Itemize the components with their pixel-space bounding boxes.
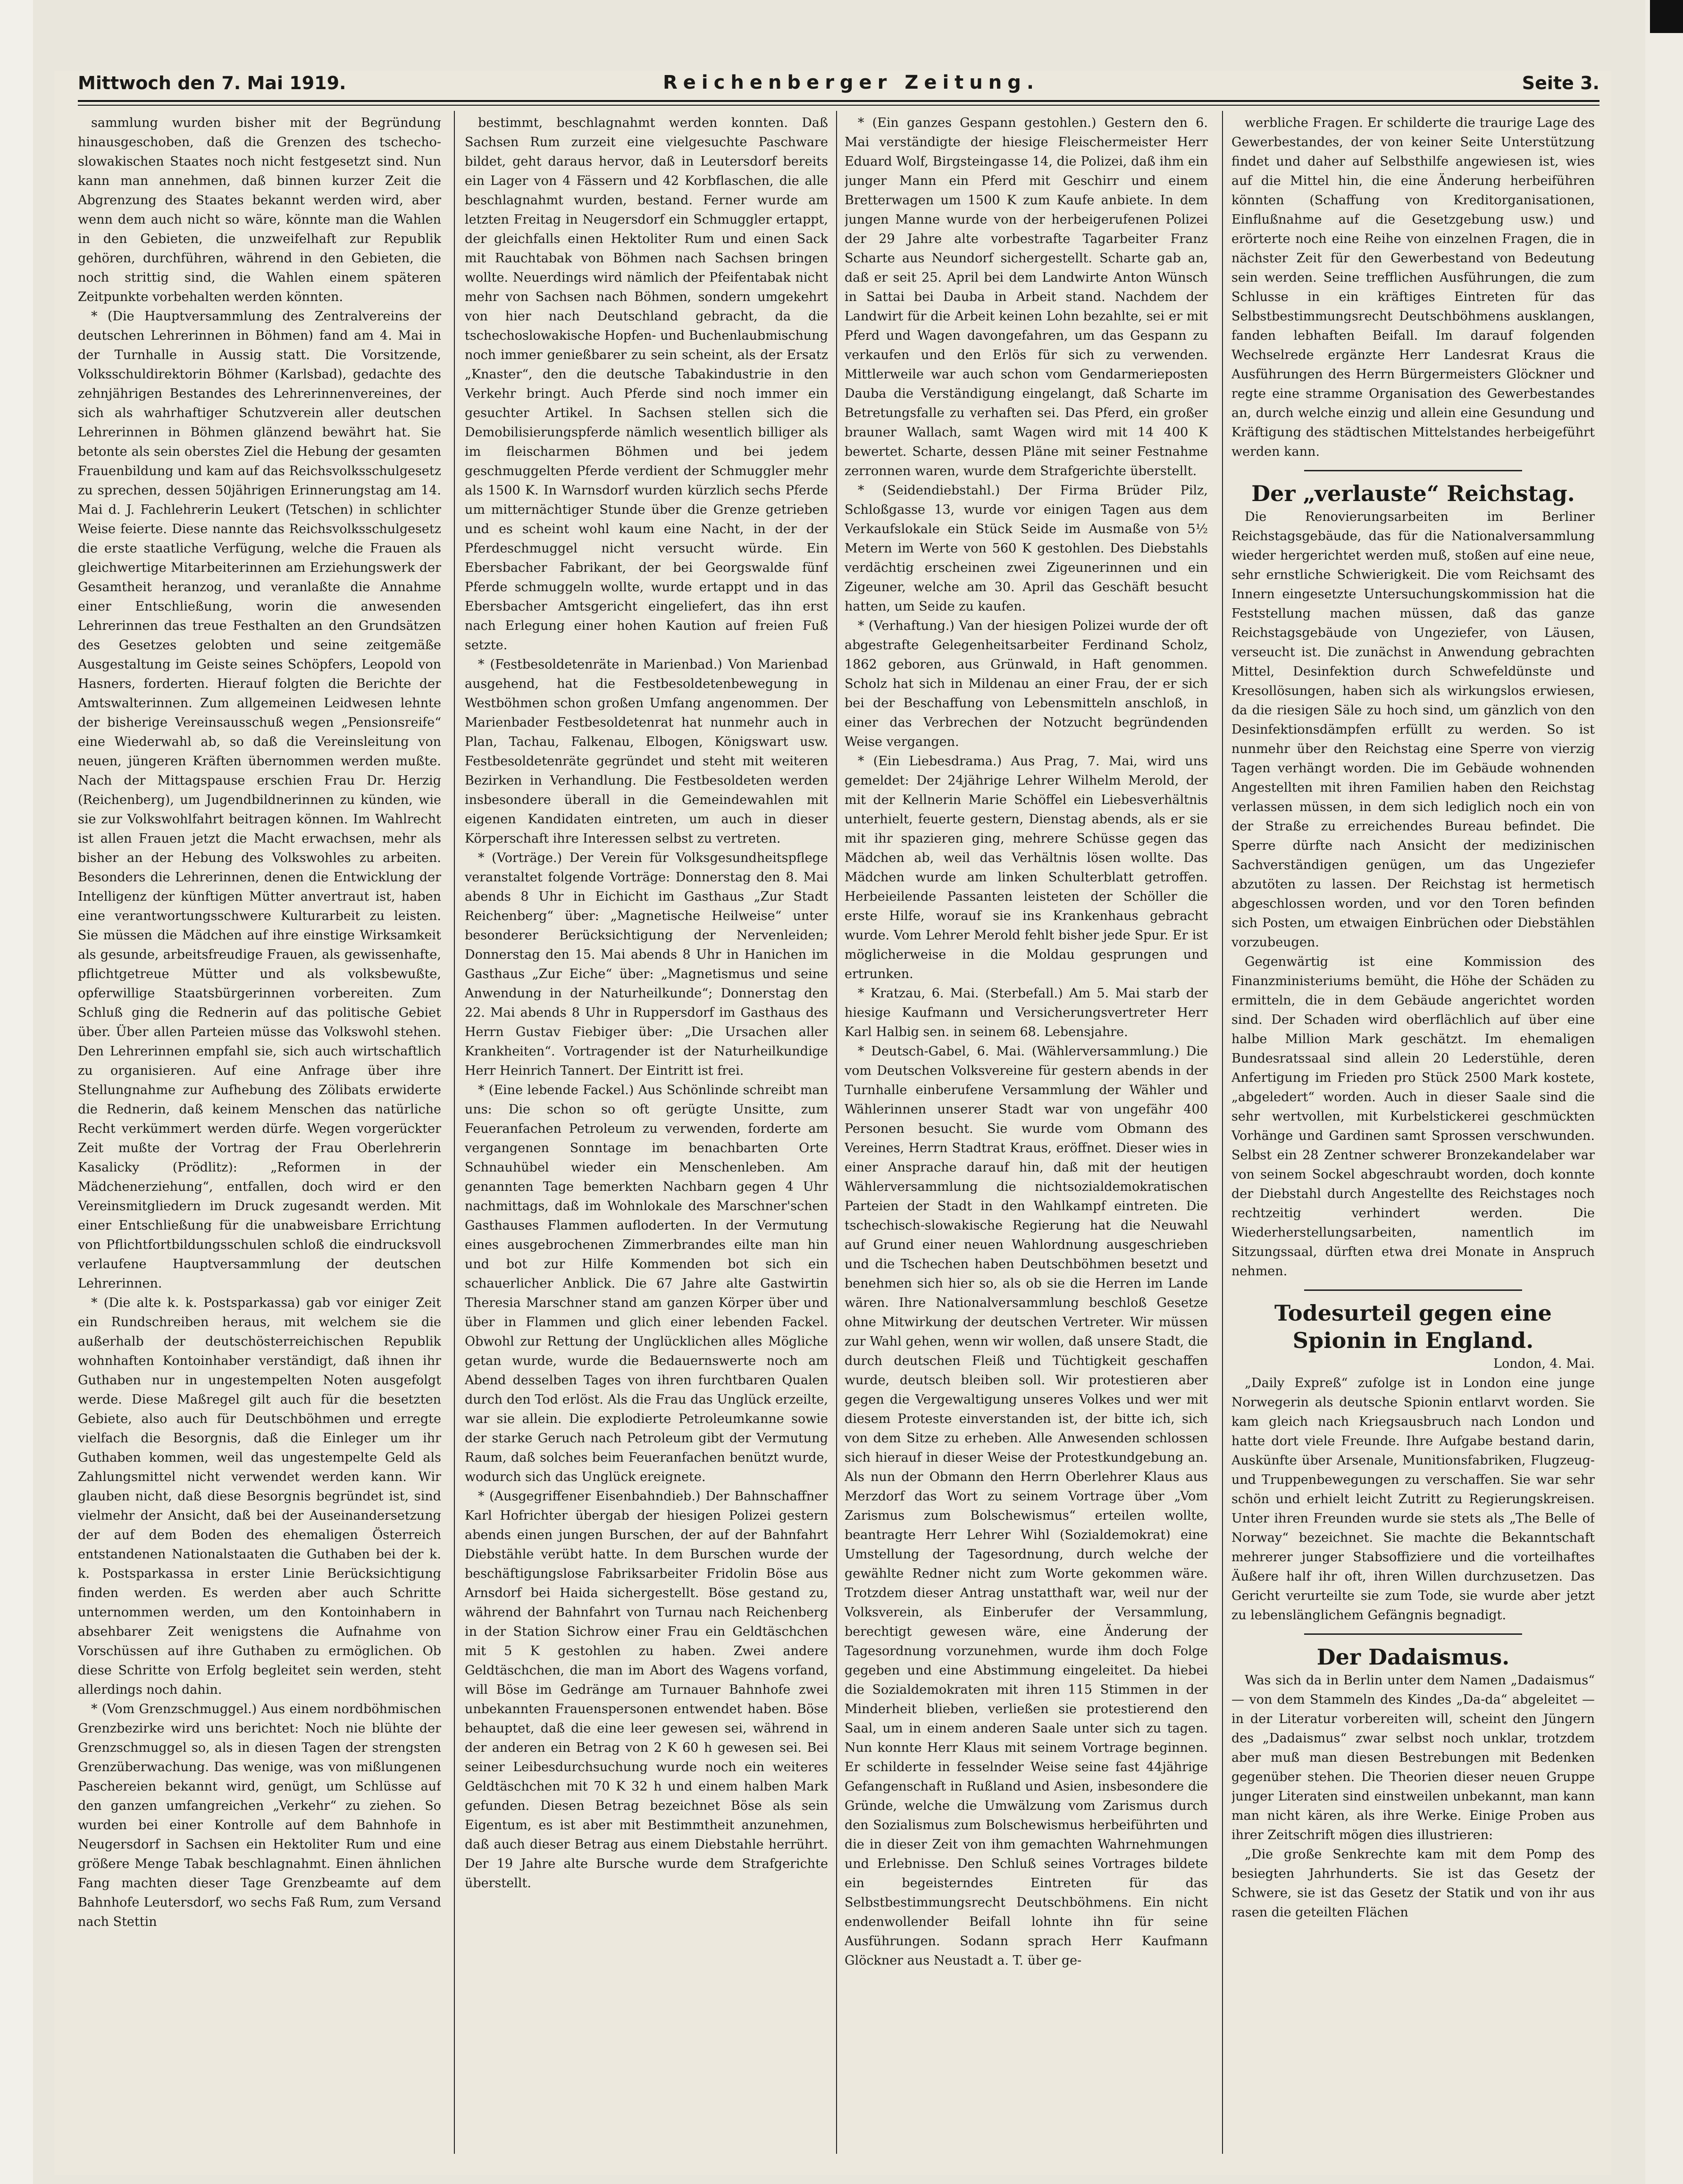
article-paragraph: bestimmt, beschlagnahmt werden konnten. Daß Sachsen Rum zurzeit eine vielgesuchte Paschware bildet, geht daraus hervor, daß in Leutersdorf bereits ein Lager von 4 Fässern und 42 Korbflaschen, die alle beschlagnahmt wurden, bestand. Ferner wurde am letzten Freitag in Neugersdorf ein Schmuggler ertappt, der gleichfalls einen Hektoliter Rum und einen Sack mit Rauchtabak von Böhmen nach Sachsen bringen wollte. Neuerdings wird nämlich der Pfeifentabak nicht mehr von Sachsen nach Böhmen, sondern umgekehrt von hier nach Deutschland gebracht, da die tschechoslowakische Hopfen- und Buchenlaubmischung noch immer genießbarer zu sein scheint, als der Ersatz „Knaster“, den die deutsche Tabakindustrie in den Verkehr bringt. Auch Pferde sind noch immer ein gesuchter Artikel. In Sachsen stellen sich die Demobilisierungspferde nämlich wesentlich billiger als im fleischarmen Böhmen und bei jedem geschmuggelten Pferde verdient der Schmuggler mehr als 1500 K. In Warnsdorf wurden kürzlich sechs Pferde um mitternächtiger Stunde über die Grenze getrieben und es scheint wohl kaum eine Nacht, in der der Pferdeschmuggel nicht versucht würde. Ein Ebersbacher Fabrikant, der bei Georgswalde fünf Pferde schmuggeln wollte, wurde ertappt und in das Ebersbacher Amtsgericht eingeliefert, das ihn erst nach Erlegung einer hohen Kaution auf freien Fuß setzte.: [465, 116, 828, 653]
article-paragraph: * (Festbesoldetenräte in Marienbad.) Von Marienbad ausgehend, hat die Festbesoldetenbewegung in Westböhmen schon großen Umfang angenommen. Der Marienbader Festbesoldetenrat hat nunmehr auch in Plan, Tachau, Falkenau, Elbogen, Königswart usw. Festbesoldetenräte gegründet und steht mit weiteren Bezirken in Verhandlung. Die Festbesoldeten werden insbesondere überall in die Gemeindewahlen mit eigenen Kandidaten eintreten, um auch in dieser Körperschaft ihre Interessen selbst zu vertreten.: [465, 657, 828, 846]
column-divider: [836, 111, 837, 2154]
column-3: [845, 113, 1208, 2151]
article-paragraph: * (Die alte k. k. Postsparkassa) gab vor einiger Zeit ein Rundschreiben heraus, mit welchem sie die außerhalb der deutschösterreichischen Republik wohnhaften Kontoinhaber verständigt, daß ihnen ihr Guthaben nur in ungestempelten Noten ausgefolgt werde. Diese Maßregel gilt auch für die besetzten Gebiete, also auch für Deutschböhmen und erregte vielfach die Besorgnis, daß die Einleger um ihr Guthaben kommen, weil das ungestempelte Geld als Zahlungsmittel nicht verwendet werden kann. Wir glauben nicht, daß diese Besorgnis begründet ist, sind vielmehr der Ansicht, daß bei der Auseinandersetzung der auf dem Boden des ehemaligen Österreich entstandenen Nationalstaaten die Guthaben bei der k. k. Postsparkassa in erster Linie Berücksichtigung finden werden. Es werden aber auch Schritte unternommen werden, um den Kontoinhabern in absehbarer Zeit wenigstens die Aufnahme von Vorschüssen auf ihre Guthaben zu ermöglichen. Ob diese Schritte von Erfolg begleitet sein werden, steht allerdings noch dahin.: [78, 1296, 441, 1697]
newspaper-title: Reichenberger Zeitung.: [663, 72, 1040, 93]
article-paragraph: * (Ein ganzes Gespann gestohlen.) Gestern den 6. Mai verständigte der hiesige Fleischermeister Herr Eduard Wolf, Birgsteingasse 14, die Polizei, daß ihm ein junger Mann ein Pferd mit Geschirr und einem Bretterwagen um 1500 K zum Kaufe anbiete. In dem jungen Manne wurde von der herbeigerufenen Polizei der 29 Jahre alte vorbestrafte Tagarbeiter Franz Scharte aus Neundorf sichergestellt. Scharte gab an, daß er seit 25. April bei dem Landwirte Anton Wünsch in Sattai bei Dauba in Arbeit stand. Nachdem der Landwirt für die Arbeit keinen Lohn bezahlte, sei er mit Pferd und Wagen davongefahren, um das Gespann zu verkaufen und den Erlös für sich zu verwenden. Mittlerweile war auch schon vom Gendarmerieposten Dauba die Verständigung eingelangt, daß Scharte im Betretungsfalle zu verhaften sei. Das Pferd, ein großer brauner Wallach, samt Wagen wird mit 14 400 K bewertet. Scharte, dessen Pläne mit seiner Festnahme zerronnen waren, wurde dem Strafgerichte überstellt.: [845, 116, 1208, 478]
column-divider: [454, 111, 455, 2154]
article-heading: Todesurteil gegen eine Spionin in England.: [1274, 1300, 1552, 1353]
header-date: Mittwoch den 7. Mai 1919.: [78, 73, 346, 93]
article-paragraph: * Deutsch-Gabel, 6. Mai. (Wählerversammlung.) Die vom Deutschen Volksvereine für gestern abends in der Turnhalle einberufene Versammlung der Wähler und Wählerinnen unserer Stadt war von ungefähr 400 Personen besucht. Sie wurde vom Obmann des Vereines, Herrn Stadtrat Kraus, eröffnet. Dieser wies in einer Ansprache darauf hin, daß mit der heutigen Wählerversammlung die nichtsozialdemokratischen Parteien der Stadt in den Wahlkampf eintreten. Die tschechisch-slowakische Regierung hat die Neuwahl auf Grund einer neuen Wahlordnung ausgeschrieben und die Tschechen haben Deutschböhmen besetzt und benehmen sich hier so, als ob sie die Herren im Lande wären. Ihre Nationalversammlung beschloß Gesetze ohne Mitwirkung der deutschen Vertreter. Wir müssen zur Wahl gehen, wenn wir wollen, daß unsere Stadt, die durch deutschen Fleiß und Tüchtigkeit geschaffen wurde, deutsch bleiben soll. Wir protestieren aber gegen die Vergewaltigung unseres Volkes und wer mit diesem Proteste einverstanden ist, der bitte ich, sich von dem Sitze zu erheben. Alle Anwesenden schlossen sich hierauf in dieser Weise der Protestkundgebung an. Als nun der Obmann den Herrn Oberlehrer Klaus aus Merzdorf das Wort zu seinem Vortrage über „Vom Zarismus zum Bolschewismus“ erteilen wollte, beantragte Herr Lehrer Wihl (Sozialdemokrat) eine Umstellung der Tagesordnung, durch welche der gewählte Redner nicht zum Worte gekommen wäre. Trotzdem dieser Antrag unstatthaft war, weil nur der Volksverein, als Einberufer der Versammlung, berechtigt gewesen wäre, eine Änderung der Tagesordnung vorzunehmen, wurde ihm doch Folge gegeben und eine Abstimmung eingeleitet. Da hiebei die Sozialdemokraten mit ihren 115 Stimmen in der Minderheit blieben, verließen sie protestierend den Saal, um in einem anderen Saale unter sich zu tagen. Nun konnte Herr Klaus mit seinem Vortrage beginnen. Er schilderte in fesselnder Weise seine fast 44jährige Gefangenschaft in Rußland und Asien, insbesondere die Gründe, welche die Umwälzung vom Zarismus durch den Sozialismus zum Bolschewismus herbeiführten und die in dieser Zeit von ihm gemachten Wahrnehmungen und Erlebnisse. Den Schluß seines Vortrages bildete ein begeisterndes Eintreten für das Selbstbestimmungsrecht Deutschböhmens. Ein nicht endenwollender Beifall lohnte ihn für seine Ausführungen. Sodann sprach Herr Kaufmann Glöckner aus Neustadt a. T. über ge-: [845, 1044, 1208, 1968]
article-paragraph: sammlung wurden bisher mit der Begründung hinausgeschoben, daß die Grenzen des tschecho-slowakischen Staates noch nicht festgesetzt sind. Nun kann man annehmen, daß binnen kurzer Zeit die Abgrenzung des Staates bekannt werden wird, aber wenn dem auch nicht so wäre, könnte man die Wahlen in den Gebieten, die unzweifelhaft zur Republik gehören, durchführen, während in den Gebieten, die noch strittig sind, die Wahlen einem späteren Zeitpunkte vorbehalten werden könnten.: [78, 116, 441, 304]
article-paragraph: * (Vom Grenzschmuggel.) Aus einem nordböhmischen Grenzbezirke wird uns berichtet: Noch nie blühte der Grenzschmuggel so, als in diesen Tagen der strengsten Grenzüberwachung. Das wenige, was von mißlungenen Paschereien bekannt wird, genügt, um Schlüsse auf den ganzen umfangreichen „Verkehr“ zu ziehen. So wurden bei einer Kontrolle auf dem Bahnhofe in Neugersdorf in Sachsen ein Hektoliter Rum und eine größere Menge Tabak beschlagnahmt. Einen ähnlichen Fang machten dieser Tage Grenzbeamte auf dem Bahnhofe Leutersdorf, wo sechs Faß Rum, zum Versand nach Stettin: [78, 1702, 441, 1929]
article-paragraph: * (Verhaftung.) Van der hiesigen Polizei wurde der oft abgestrafte Gelegenheitsarbeiter Ferdinand Scholz, 1862 geboren, aus Grünwald, in Haft genommen. Scholz hat sich in Mildenau an einer Frau, der er sich bei der Beschaffung von Lebensmitteln anschloß, in einer das Verbrechen der Notzucht begründenden Weise vergangen.: [845, 619, 1208, 749]
column-4: [1231, 113, 1595, 2151]
scan-margin-right: [1645, 0, 1683, 2184]
article-separator: [1304, 1289, 1522, 1291]
article-paragraph: * (Die Hauptversammlung des Zentralvereins der deutschen Lehrerinnen in Böhmen) fand am 4. Mai in der Turnhalle in Aussig statt. Die Vorsitzende, Volksschuldirektorin Böhmer (Karlsbad), gedachte des zehnjährigen Bestandes des Lehrerinnenvereines, der sich als wahrhaftiger Schutzverein aller deutschen Lehrerinnen in Böhmen glänzend bewährt hat. Sie betonte als sein oberstes Ziel die Hebung der gesamten Frauenbildung und kam auf das Reichsvolksschulgesetz zu sprechen, dessen 50jährigen Erinnerungstag am 14. Mai d. J. Fachlehrerin Leukert (Tetschen) in schlichter Weise feierte. Diese nannte das Reichsvolksschulgesetz die erste staatliche Verfügung, welche die Frauen als gleichwertige Mitarbeiterinnen am Erziehungswerk der Gesamtheit heranzog, und veranlaßte die Annahme einer Entschließung, worin die anwesenden Lehrerinnen das treue Festhalten an den Grundsätzen des Gesetzes gelobten und seine zeitgemäße Ausgestaltung im Geiste seines Schöpfers, Leopold von Hasners, forderten. Hierauf folgten die Berichte der Amtswalterinnen. Zum allgemeinen Leidwesen lehnte der bisherige Vereinsausschuß wegen „Pensionsreife“ eine Wiederwahl ab, so daß die Vereinsleitung von neuen, jüngeren Kräften übernommen werden mußte. Nach der Mittagspause erschien Frau Dr. Herzig (Reichenberg), um Jugendbildnerinnen zu künden, wie sie zur Volkswohlfahrt beitragen können. Im Wahlrecht ist allen Frauen jetzt die Macht erwachsen, mehr als bisher an der Hebung des Volkswohles zu arbeiten. Besonders die Lehrerinnen, denen die Entwicklung der Intelligenz der künftigen Mütter anvertraut ist, haben eine verantwortungsschwere Kulturarbeit zu leisten. Sie müssen die Mädchen auf ihre einstige Wirksamkeit als gesunde, arbeitsfreudige Frauen, als gewissenhafte, pflichtgetreue Mütter und als volksbewußte, opferwillige Staatsbürgerinnen vorbereiten. Zum Schluß ging die Rednerin auf das politische Gebiet über. Über allen Parteien müsse das Volkswohl stehen. Den Lehrerinnen empfahl sie, sich auch wirtschaftlich zu organisieren. Auf eine Anfrage über ihre Stellungnahme zur Aufhebung des Zölibats erwiderte die Rednerin, daß keinem Menschen das natürliche Recht verkümmert werden dürfe. Wegen vorgerückter Zeit mußte der Vortrag der Frau Oberlehrerin Kasalicky (Prödlitz): „Reformen in der Mädchenerziehung“, entfallen, doch wird er den Vereinsmitgliedern im Druck zugesandt werden. Mit einer Entschließung für die unabweisbare Errichtung von Pflichtfortbildungsschulen schloß die eindrucksvoll verlaufene Hauptversammlung der deutschen Lehrerinnen.: [78, 309, 441, 1291]
column-divider: [1222, 111, 1223, 2154]
article-paragraph: Die Renovierungsarbeiten im Berliner Reichstagsgebäude, das für die Nationalversammlung wieder hergerichtet werden muß, stoßen auf eine neue, sehr ernstliche Schwierigkeit. Die vom Reichsamt des Innern eingesetzte Untersuchungskommission hat die Feststellung machen müssen, daß das ganze Reichstagsgebäude von Ungeziefer, von Läusen, verseucht ist. Die zunächst in Anwendung gebrachten Mittel, Desinfektion durch Schwefeldünste und Kresollösungen, haben sich als wirkungslos erwiesen, da die riesigen Säle zu hoch sind, um gänzlich von den Desinfektionsdämpfen erfüllt zu werden. So ist nunmehr über den Reichstag eine Sperre von vierzig Tagen verhängt worden. Die im Gebäude wohnenden Angestellten mit ihren Familien haben den Reichstag verlassen müssen, in dem sich lediglich noch ein von der Straße zu erreichendes Bureau befindet. Die Sperre dürfte nach Ansicht der medizinischen Sachverständigen genügen, um das Ungeziefer abzutöten zu lassen. Der Reichstag ist hermetisch abgeschlossen worden, und vor den Toren befinden sich Posten, um etwaigen Einbrüchen oder Diebstählen vorzubeugen.: [1231, 510, 1595, 950]
article-paragraph: * (Vorträge.) Der Verein für Volksgesundheitspflege veranstaltet folgende Vorträge: Donnerstag den 8. Mai abends 8 Uhr in Eichicht im Gasthaus „Zur Stadt Reichenberg“ über: „Magnetische Heilweise“ unter besonderer Berücksichtigung der Nervenleiden; Donnerstag den 15. Mai abends 8 Uhr in Hanichen im Gasthaus „Zur Eiche“ über: „Magnetismus und seine Anwendung in der Naturheilkunde“; Donnerstag den 22. Mai abends 8 Uhr in Ruppersdorf im Gasthaus des Herrn Gustav Fiebiger über: „Die Ursachen aller Krankheiten“. Vortragender ist der Naturheilkundige Herr Heinrich Tannert. Der Eintritt ist frei.: [465, 851, 828, 1078]
article-paragraph: werbliche Fragen. Er schilderte die traurige Lage des Gewerbestandes, der von keiner Seite Unterstützung findet und daher auf Selbsthilfe angewiesen ist, wies auf die Mittel hin, die eine Änderung herbeiführen könnten (Schaffung von Kreditorganisationen, Einflußnahme auf die Gesetzgebung usw.) und erörterte noch eine Reihe von einzelnen Fragen, die in nächster Zeit für den Gewerbestand von Bedeutung sein werden. Seine trefflichen Ausführungen, die zum Schlusse in ein kräftiges Eintreten für das Selbstbestimmungsrecht Deutschböhmens ausklangen, fanden lebhaften Beifall. Im darauf folgenden Wechselrede ergänzte Herr Landesrat Kraus die Ausführungen des Herrn Bürgermeisters Glöckner und regte eine stramme Organisation des Gewerbestandes an, durch welche einzig und allein eine Gesundung und Kräftigung des städtischen Mittelstandes herbeigeführt werden kann.: [1231, 116, 1595, 459]
article-paragraph: Gegenwärtig ist eine Kommission des Finanzministeriums bemüht, die Höhe der Schäden zu ermitteln, die in dem Gebäude angerichtet worden sind. Der Schaden wird oberflächlich auf über eine halbe Million Mark geschätzt. Im ehemaligen Bundesratssaal sind allein 20 Lederstühle, deren Anfertigung im Frieden pro Stück 2500 Mark kostete, „abgeledert“ worden. Auch in dieser Saale sind die sehr wertvollen, mit Kurbelstickerei geschmückten Vorhänge und Gardinen samt Sprossen verschwunden. Selbst ein 28 Zentner schwerer Bronzekandelaber war von seinem Sockel abgeschraubt worden, doch konnte der Diebstahl durch Angestellte des Reichstages noch rechtzeitig verhindert werden. Die Wiederherstellungsarbeiten, namentlich im Sitzungssaal, dürften etwa drei Monate in Anspruch nehmen.: [1231, 954, 1595, 1279]
page-header: [78, 71, 1599, 102]
article-paragraph: „Die große Senkrechte kam mit dem Pomp des besiegten Jahrhunderts. Sie ist das Gesetz der Schwere, sie ist das Gesetz der Statik und von ihr aus rasen die geteilten Flächen: [1231, 1847, 1595, 1920]
article-paragraph: * Kratzau, 6. Mai. (Sterbefall.) Am 5. Mai starb der hiesige Kaufmann und Versicherungsvertreter Herr Karl Halbig sen. in seinem 68. Lebensjahre.: [845, 986, 1208, 1039]
article-paragraph: „Daily Expreß“ zufolge ist in London eine junge Norwegerin als deutsche Spionin entlarvt worden. Sie kam gleich nach Kriegsausbruch nach London und hatte dort viele Freunde. Ihre Aufgabe bestand darin, Auskünfte über Arsenale, Munitionsfabriken, Flugzeug- und Truppenbewegungen zu verschaffen. Sie war sehr schön und erhielt leicht Zutritt zu Regierungskreisen. Unter ihren Freunden wurde sie stets als „The Belle of Norway“ bezeichnet. Sie machte die Bekanntschaft mehrerer junger Stabsoffiziere und die vorteilhaftes Äußere half ihr oft, ihren Willen durchzusetzen. Das Gericht verurteilte sie zum Tode, sie wurde aber jetzt zu lebenslänglichem Gefängnis begnadigt.: [1231, 1376, 1595, 1623]
article-separator: [1304, 470, 1522, 471]
scan-corner-marker: [1650, 0, 1683, 33]
page-number: Seite 3.: [1522, 73, 1599, 93]
article-paragraph: * (Ein Liebesdrama.) Aus Prag, 7. Mai, wird uns gemeldet: Der 24jährige Lehrer Wilhelm Merold, der mit der Kellnerin Marie Schöffel ein Liebesverhältnis unterhielt, feuerte gestern, Dienstag abends, als er sie mit ihr spazieren ging, mehrere Schüsse gegen das Mädchen ab, weil das Verhältnis lösen wollte. Das Mädchen wurde am linken Schulterblatt getroffen. Herbeieilende Passanten leisteten der Schöller die erste Hilfe, worauf sie ins Krankenhaus gebracht wurde. Vom Lehrer Merold fehlt bisher jede Spur. Er ist möglicherweise in die Moldau gesprungen und ertrunken.: [845, 754, 1208, 981]
column-2: [465, 113, 828, 2151]
header-rule: [78, 105, 1599, 106]
article-paragraph: * (Eine lebende Fackel.) Aus Schönlinde schreibt man uns: Die schon so oft gerügte Unsitte, zum Feueranfachen Petroleum zu verwenden, forderte am vergangenen Sonntage im benachbarten Orte Schnauhübel wieder ein Menschenleben. Am genannten Tage bemerkten Nachbarn gegen 4 Uhr nachmittags, daß im Wohnlokale des Marschner'schen Gasthauses Flammen aufloderten. In der Vermutung eines ausgebrochenen Zimmerbrandes eilte man hin und bot zur Hilfe Kommenden bot sich ein schauerlicher Anblick. Die 67 Jahre alte Gastwirtin Theresia Marschner stand am ganzen Körper über und über in Flammen und glich einer lebenden Fackel. Obwohl zur Rettung der Unglücklichen alles Mögliche getan wurde, wurde die Bedauernswerte noch am Abend desselben Tages von ihren furchtbaren Qualen durch den Tod erlöst. Als die Frau das Unglück erzeilte, war sie allein. Die explodierte Petroleumkanne sowie der starke Geruch nach Petroleum gibt der Vermutung Raum, daß solches beim Feueranfachen benützt wurde, wodurch sich das Unglück ereignete.: [465, 1083, 828, 1484]
column-1: [78, 113, 441, 2151]
article-paragraph: * (Ausgegriffener Eisenbahndieb.) Der Bahnschaffner Karl Hofrichter übergab der hiesigen Polizei gestern abends einen jungen Burschen, der auf der Bahnfahrt Diebstähle verübt hatte. In dem Burschen wurde der beschäftigungslose Fabriksarbeiter Fridolin Böse aus Arnsdorf bei Haida sichergestellt. Böse gestand zu, während der Bahnfahrt von Turnau nach Reichenberg in der Station Sichrow einer Frau ein Geldtäschchen mit 5 K gestohlen zu haben. Zwei andere Geldtäschchen, die man im Abort des Wagens vorfand, will Böse im Gedränge am Turnauer Bahnhofe zwei unbekannten Frauenspersonen entwendet haben. Böse behauptet, daß die eine leer gewesen sei, während in der anderen ein Betrag von 2 K 60 h gewesen sei. Bei seiner Leibesdurchsuchung wurde noch ein weiteres Geldtäschchen mit 70 K 32 h und einem halben Mark gefunden. Diesen Betrag bezeichnet Böse als sein Eigentum, es ist aber mit Bestimmtheit anzunehmen, daß auch dieser Betrag aus einem Diebstahle herrührt. Der 19 Jahre alte Bursche wurde dem Strafgerichte überstellt.: [465, 1489, 828, 1891]
article-heading: Der „verlauste“ Reichstag.: [1251, 481, 1575, 506]
article-separator: [1304, 1633, 1522, 1635]
article-paragraph: * (Seidendiebstahl.) Der Firma Brüder Pilz, Schloßgasse 13, wurde vor einigen Tagen aus dem Verkaufslokale ein Stück Seide im Ausmaße von 5½ Metern im Werte von 560 K gestohlen. Des Diebstahls verdächtig erscheinen zwei Zigeunerinnen und ein Zigeuner, welche am 30. April das Geschäft besucht hatten, um Seide zu kaufen.: [845, 483, 1208, 614]
scan-margin-left: [0, 0, 33, 2184]
article-heading: Der Dadaismus.: [1316, 1644, 1510, 1670]
article-paragraph: Was sich da in Berlin unter dem Namen „Dadaismus“ — von dem Stammeln des Kindes „Da-da“ abgeleitet — in der Literatur vorbereiten will, scheint den Jüngern des „Dadaismus“ zwar selbst noch unklar, trotzdem aber muß man diesen Bestrebungen mit Bedenken gegenüber stehen. Die Theorien dieser neuen Gruppe junger Literaten sind einstweilen unbekannt, man kann man nicht kären, als ihre Werke. Einige Proben aus ihrer Zeitschrift mögen dies illustrieren:: [1231, 1673, 1595, 1842]
article-dateline: London, 4. Mai.: [1493, 1356, 1595, 1371]
